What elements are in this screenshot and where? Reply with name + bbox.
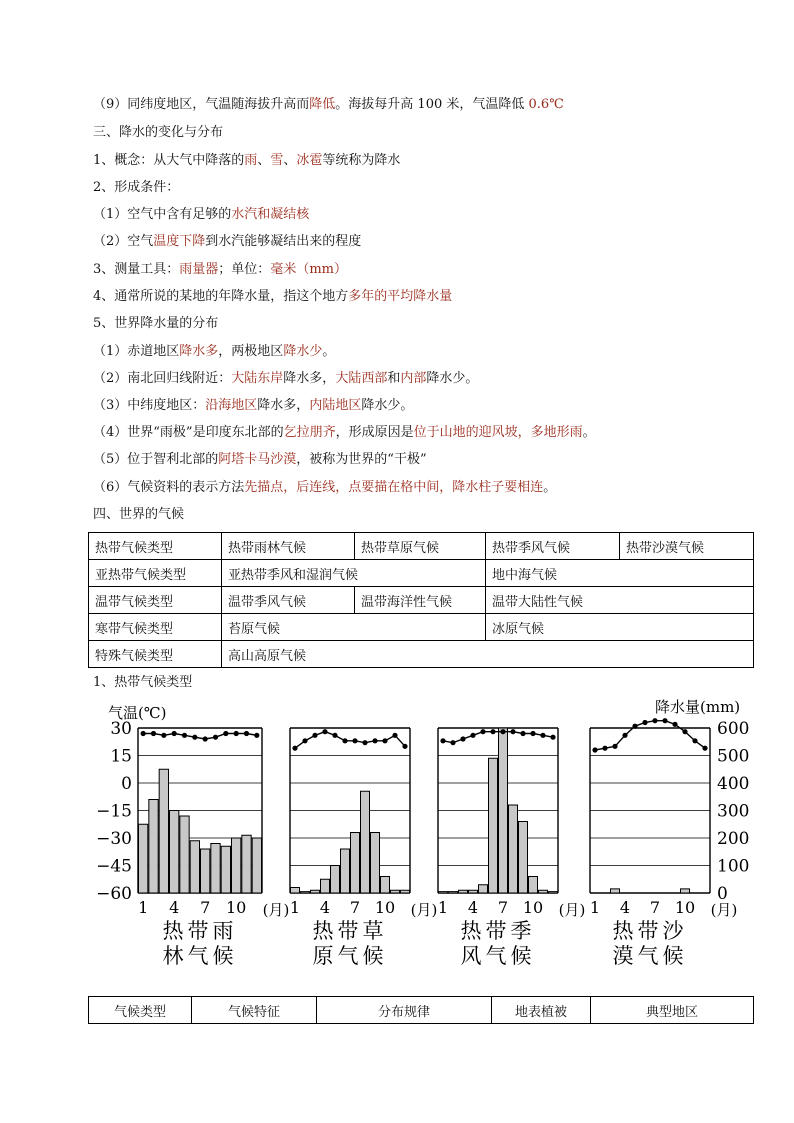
temp-point: [372, 738, 377, 743]
precip-bar: [351, 833, 360, 894]
month-tick-label: 1: [589, 898, 601, 917]
highlight-text: 位于山地的迎风坡，多地形雨: [413, 425, 583, 440]
month-unit-label: (月): [558, 901, 586, 919]
temp-point: [203, 736, 208, 741]
precip-bar: [311, 890, 320, 893]
temp-point: [510, 729, 515, 734]
month-unit-label: (月): [262, 901, 290, 919]
note-text: 、: [283, 153, 297, 168]
precip-bar: [539, 890, 548, 893]
note-text: 1、热带气候类型: [93, 675, 193, 690]
table-cell: 冰原气候: [486, 614, 754, 641]
temp-line: [295, 732, 405, 749]
temp-point: [540, 733, 545, 738]
precip-bar: [549, 892, 558, 893]
temp-point: [602, 746, 607, 751]
table-header: 典型地区: [591, 997, 754, 1024]
highlight-text: 水汽和凝结核: [231, 207, 310, 222]
highlight-text: 雪: [270, 153, 284, 168]
table-cell: 热带雨林气候: [222, 533, 355, 560]
month-unit-label: (月): [410, 901, 438, 919]
month-tick-label: 1: [138, 898, 149, 917]
temp-point: [622, 733, 627, 738]
temp-point: [612, 744, 617, 749]
temp-point: [161, 733, 166, 738]
precip-tick-label: 100: [717, 856, 750, 877]
highlight-text: 降水少: [283, 344, 323, 359]
note-text: （4）世界“雨极”是印度东北部的: [93, 425, 284, 440]
temp-point: [382, 738, 387, 743]
highlight-text: 降水多: [179, 344, 219, 359]
climate-name-label: 原气候: [312, 944, 388, 968]
table-cell: 特殊气候类型: [89, 641, 222, 668]
temp-point: [530, 731, 535, 736]
temp-point: [652, 718, 657, 723]
precip-bar: [180, 816, 189, 893]
precip-bar: [381, 877, 390, 894]
temp-tick-label: −45: [96, 856, 132, 877]
temp-point: [342, 738, 347, 743]
precip-bar: [331, 866, 340, 894]
climate-name-label: 热带沙: [612, 919, 688, 943]
temp-point: [302, 738, 307, 743]
temp-point: [292, 746, 297, 751]
precip-bar: [459, 890, 468, 893]
note-text: 1、概念：从大气中降落的: [93, 153, 245, 168]
temp-tick-label: −15: [96, 801, 132, 822]
precip-bar: [479, 885, 488, 893]
month-tick-label: 10: [374, 898, 396, 917]
temp-tick-label: −60: [96, 884, 132, 904]
temp-point: [322, 729, 327, 734]
precip-bar: [499, 728, 508, 893]
highlight-text: 毫米（mm）: [270, 262, 347, 277]
table-cell: 亚热带气候类型: [89, 560, 222, 587]
precip-bar: [371, 833, 380, 894]
temp-point: [234, 731, 239, 736]
table-cell: 热带季风气候: [486, 533, 620, 560]
table-header: 气候类型: [89, 997, 192, 1024]
table-cell: 亚热带季风和湿润气候: [222, 560, 486, 587]
note-text: （3）中纬度地区：: [93, 398, 206, 413]
precip-bar: [232, 838, 241, 893]
precip-bar: [291, 888, 300, 894]
precip-tick-label: 400: [717, 774, 750, 794]
note-text: 降水少。: [361, 398, 414, 413]
temp-point: [172, 731, 177, 736]
temp-point: [352, 738, 357, 743]
highlight-text: 乞拉朋齐: [283, 425, 336, 440]
note-text: 5、世界降水量的分布: [93, 316, 219, 331]
precip-bar: [449, 892, 458, 893]
note-text: 等统称为降水: [322, 153, 401, 168]
month-tick-label: 4: [467, 898, 479, 917]
table-row: [89, 997, 754, 1024]
temp-point: [192, 735, 197, 740]
note-text: 。: [543, 480, 557, 495]
month-tick-label: 1: [437, 898, 449, 917]
temp-point: [550, 735, 555, 740]
note-text: ，两极地区: [218, 344, 284, 359]
highlight-text: 先描点，后连线，点要描在格中间，降水柱子要相连: [244, 480, 544, 495]
temp-point: [244, 731, 249, 736]
month-tick-label: 7: [649, 898, 661, 917]
table-header: 气候特征: [192, 997, 317, 1024]
precip-bar: [519, 822, 528, 894]
precip-bar: [439, 892, 448, 893]
note-text: 、: [257, 153, 271, 168]
note-text: 四、世界的气候: [93, 507, 185, 522]
climate-name-label: 热带草: [312, 919, 388, 943]
note-text: 和: [387, 371, 401, 386]
table-cell: 高山高原气候: [222, 641, 754, 668]
precip-bar: [321, 879, 330, 893]
climate-summary-table: [88, 996, 754, 1024]
precip-bar: [170, 811, 179, 894]
temp-point: [223, 731, 228, 736]
temp-line: [595, 721, 705, 750]
highlight-text: 0.6℃: [528, 97, 564, 112]
table-cell: 温带季风气候: [222, 587, 355, 614]
temp-point: [440, 738, 445, 743]
note-text: ，被称为世界的“干极”: [296, 452, 427, 467]
precip-bar: [201, 849, 210, 893]
precip-bar: [361, 791, 370, 893]
temp-tick-label: −30: [96, 829, 132, 849]
temp-point: [662, 718, 667, 723]
climate-name-label: 热带季: [460, 919, 536, 943]
temp-point: [470, 733, 475, 738]
note-text: 降水少。: [426, 371, 479, 386]
month-tick-label: 1: [289, 898, 301, 917]
precip-bar: [190, 841, 199, 893]
temp-point: [362, 740, 367, 745]
temp-point: [592, 747, 597, 752]
note-text: （2）南北回归线附近：: [93, 371, 232, 386]
month-tick-label: 4: [319, 898, 331, 917]
highlight-text: 雨: [244, 153, 258, 168]
precip-tick-label: 200: [717, 829, 750, 849]
precip-bar: [211, 844, 220, 894]
note-text: （6）气候资料的表示方法: [93, 480, 245, 495]
note-text: 。: [322, 344, 336, 359]
precip-tick-label: 300: [717, 801, 750, 822]
table-cell: 苔原气候: [222, 614, 486, 641]
temp-point: [490, 729, 495, 734]
temp-point: [402, 744, 407, 749]
month-tick-label: 7: [497, 898, 509, 917]
note-text: （1）空气中含有足够的: [93, 207, 232, 222]
month-tick-label: 7: [200, 898, 211, 917]
highlight-text: 雨量器: [179, 262, 219, 277]
temp-point: [450, 740, 455, 745]
highlight-text: 沿海地区: [205, 398, 258, 413]
precip-tick-label: 0: [717, 884, 728, 904]
table-header: 分布规律: [317, 997, 492, 1024]
precip-tick-label: 500: [717, 746, 750, 767]
temp-point: [642, 720, 647, 725]
precip-bar: [391, 890, 400, 893]
climate-name-label: 热带雨: [162, 919, 238, 943]
precip-bar: [611, 889, 620, 893]
table-cell: 温带大陆性气候: [486, 587, 754, 614]
table-cell: 温带海洋性气候: [355, 587, 486, 614]
precip-bar: [509, 805, 518, 893]
temp-point: [480, 729, 485, 734]
note-text: ，形成原因是: [335, 425, 414, 440]
temp-point: [392, 733, 397, 738]
highlight-text: 内部: [400, 371, 427, 386]
highlight-text: 大陆西部: [335, 371, 388, 386]
month-tick-label: 10: [522, 898, 544, 917]
month-tick-label: 4: [619, 898, 631, 917]
climate-name-label: 林气候: [162, 944, 238, 968]
table-cell: 地中海气候: [486, 560, 754, 587]
temp-tick-label: 15: [110, 746, 132, 767]
temp-point: [672, 722, 677, 727]
climate-name-label: 风气候: [460, 944, 536, 968]
temp-point: [151, 731, 156, 736]
table-cell: 寒带气候类型: [89, 614, 222, 641]
highlight-text: 冰雹: [296, 153, 323, 168]
precip-tick-label: 600: [717, 719, 750, 739]
note-text: 3、测量工具：: [93, 262, 180, 277]
month-tick-label: 7: [349, 898, 361, 917]
precip-bar: [469, 890, 478, 893]
precip-bar: [301, 892, 310, 893]
precip-bar: [401, 890, 410, 893]
note-text: 三、降水的变化与分布: [93, 125, 224, 140]
precip-bar: [341, 849, 350, 893]
temp-point: [182, 733, 187, 738]
precip-bar: [221, 846, 230, 893]
temp-point: [632, 724, 637, 729]
month-unit-label: (月): [710, 901, 738, 919]
precip-bar: [149, 800, 158, 894]
temp-point: [702, 746, 707, 751]
climate-name-label: 漠气候: [612, 944, 688, 968]
note-text: 降水多，: [283, 371, 336, 386]
precip-bar: [139, 824, 148, 893]
temp-tick-label: 0: [121, 774, 132, 794]
highlight-text: 温度下降: [153, 234, 206, 249]
highlight-text: 内陆地区: [309, 398, 362, 413]
note-text: 到水汽能够凝结出来的程度: [205, 234, 362, 249]
note-text: 降水多，: [257, 398, 310, 413]
precip-bar: [159, 769, 168, 893]
highlight-text: 阿塔卡马沙漠: [218, 452, 297, 467]
note-text: 2、形成条件：: [93, 180, 180, 195]
note-text: 。: [582, 425, 596, 440]
precip-bar: [489, 758, 498, 893]
note-text: （5）位于智利北部的: [93, 452, 219, 467]
table-cell: 热带草原气候: [355, 533, 486, 560]
note-text: 4、通常所说的某地的年降水量，指这个地方: [93, 289, 349, 304]
temp-point: [692, 738, 697, 743]
temp-axis-label: 气温(℃): [108, 704, 167, 722]
precip-bar: [529, 877, 538, 894]
highlight-text: 多年的平均降水量: [348, 289, 453, 304]
temp-point: [520, 731, 525, 736]
temp-point: [682, 729, 687, 734]
month-tick-label: 10: [674, 898, 696, 917]
temp-point: [141, 731, 146, 736]
temp-point: [500, 729, 505, 734]
temp-point: [254, 733, 259, 738]
note-text: ；单位：: [218, 262, 271, 277]
precip-bar: [681, 889, 690, 893]
table-header: 地表植被: [492, 997, 591, 1024]
temp-point: [332, 733, 337, 738]
month-tick-label: 10: [225, 898, 247, 917]
temp-line: [143, 734, 257, 740]
highlight-text: 大陆东岸: [231, 371, 284, 386]
table-cell: 热带沙漠气候: [620, 533, 754, 560]
table-cell: 温带气候类型: [89, 587, 222, 614]
temp-point: [213, 735, 218, 740]
month-tick-label: 4: [169, 898, 180, 917]
note-text: （2）空气: [93, 234, 154, 249]
precip-axis-label: 降水量(mm): [655, 698, 741, 716]
temp-point: [312, 733, 317, 738]
note-text: （9）同纬度地区，气温随海拔升高而: [93, 97, 310, 112]
highlight-text: 降低: [309, 97, 336, 112]
temp-tick-label: 30: [110, 719, 132, 739]
note-text: 。海拔每升高 100 米，气温降低: [335, 97, 529, 112]
note-text: （1）赤道地区: [93, 344, 180, 359]
table-cell: 热带气候类型: [89, 533, 222, 560]
precip-bar: [242, 835, 251, 893]
temp-point: [460, 736, 465, 741]
precip-bar: [252, 838, 261, 893]
